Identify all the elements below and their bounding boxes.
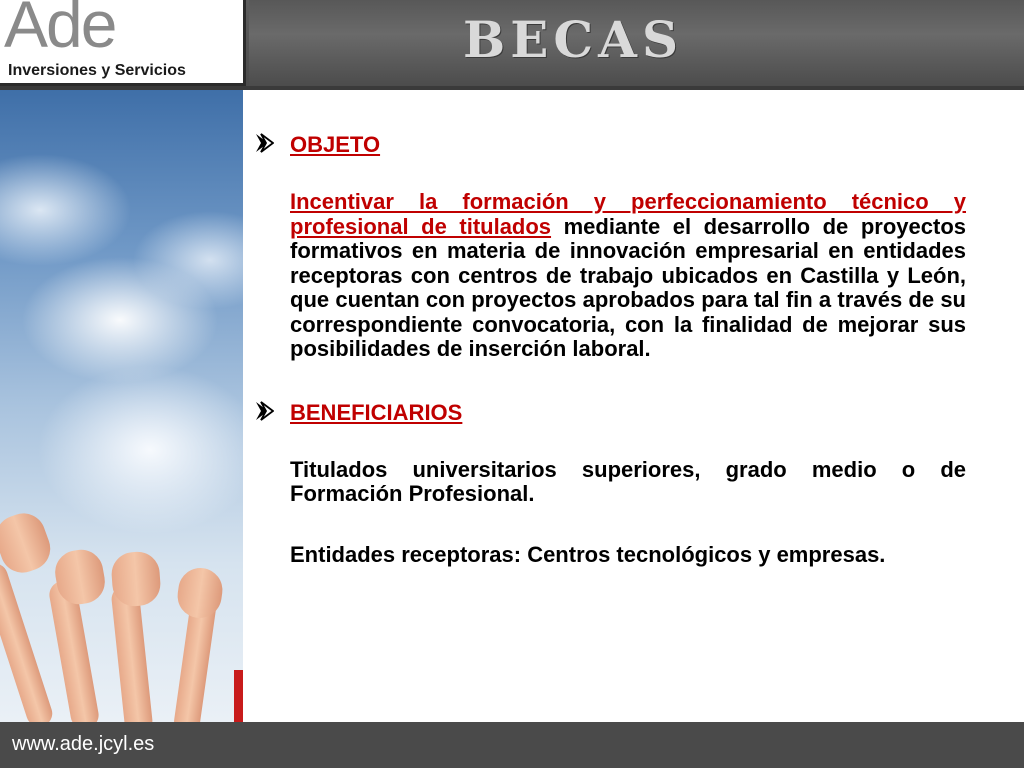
raised-hand-4	[175, 565, 226, 621]
beneficiarios-paragraph-1: Titulados universitarios superiores, grado medio o de Formación Profesional.	[290, 456, 966, 506]
arrow-bullet-icon	[252, 400, 274, 422]
website-link[interactable]: www.ade.jcyl.es	[12, 733, 155, 755]
logo-wordmark: Ade	[4, 0, 116, 61]
raised-arm-1	[0, 560, 56, 722]
heading-beneficiarios: BENEFICIARIOS	[290, 399, 463, 425]
header	[0, 0, 1024, 90]
sky-hands-photo	[0, 90, 243, 722]
logo-subtitle: Inversiones y Servicios	[8, 62, 186, 79]
section-beneficiarios-heading	[252, 394, 966, 430]
red-sleeve	[234, 670, 243, 722]
raised-hand-1	[0, 507, 56, 579]
objeto-highlight: Incentivar la formación y perfeccionamiento técnico y profesional de titulados	[290, 189, 966, 239]
objeto-text: mediante el desarrollo de proyectos formativos en materia de innovación empresarial en entidades receptoras con centros de trabajo ubicados en Castilla y León, que cuentan con proyectos aprobados para tal fin a través de su correspondiente convocatoria, con la finalidad de mejorar sus posibilidades de inserción laboral.	[290, 213, 966, 361]
main-content	[252, 126, 966, 567]
objeto-paragraph	[290, 190, 966, 362]
logo[interactable]	[0, 0, 246, 86]
raised-hand-3	[110, 550, 162, 607]
arrow-bullet-icon	[252, 132, 274, 154]
heading-objeto: OBJETO	[290, 132, 381, 157]
footer	[0, 722, 1024, 768]
section-objeto-heading	[252, 126, 966, 162]
beneficiarios-paragraph-2: Entidades receptoras: Centros tecnológicos y empresas.	[290, 541, 886, 567]
page-title: BECAS	[463, 10, 684, 69]
